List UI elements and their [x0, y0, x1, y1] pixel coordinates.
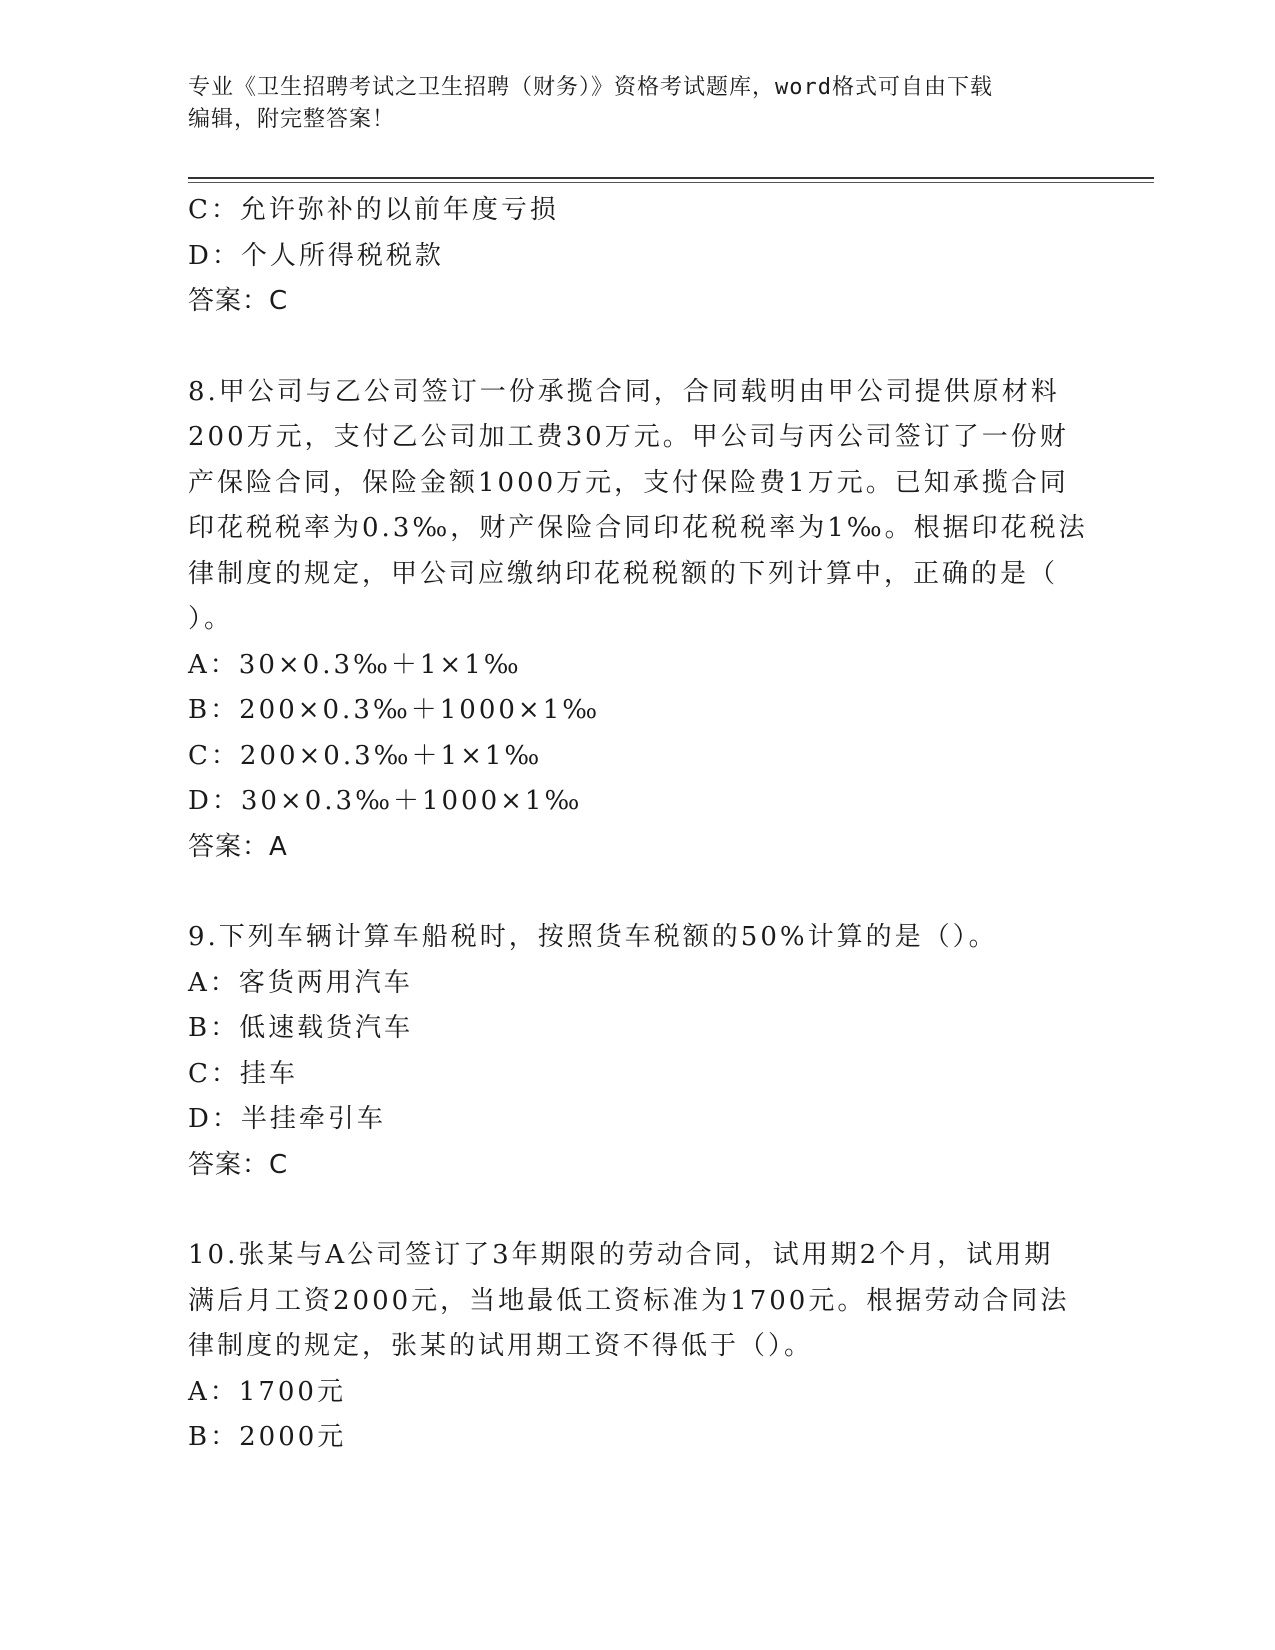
question-text-line: ）。: [188, 604, 234, 634]
header-rule-thin: [188, 182, 1154, 183]
question-text-line: 200万元，支付乙公司加工费30万元。甲公司与丙公司签订了一份财: [188, 422, 1069, 452]
question-text-line: 8.甲公司与乙公司签订一份承揽合同，合同载明由甲公司提供原材料: [188, 376, 1060, 407]
answer: 答案：A: [188, 831, 288, 862]
document-header: [188, 72, 1088, 136]
question-8: [188, 370, 1088, 871]
option-c: C：允许弥补的以前年度亏损: [188, 195, 559, 225]
question-text-line: 10.张某与A公司签订了3年期限的劳动合同，试用期2个月，试用期: [188, 1240, 1054, 1270]
question-text-line: 印花税税率为0.3‰，财产保险合同印花税税率为1‰。根据印花税法: [188, 513, 1088, 543]
question-text-line: 律制度的规定，甲公司应缴纳印花税税额的下列计算中，正确的是（: [188, 558, 1059, 589]
option-d: D：半挂牵引车: [188, 1104, 386, 1134]
question-9: [188, 915, 1088, 1188]
option-c: C：200×0.3‰＋1×1‰: [188, 740, 543, 771]
option-a: A：1700元: [188, 1376, 346, 1407]
option-d: D：个人所得税税款: [188, 240, 444, 271]
header-line-1: 专业《卫生招聘考试之卫生招聘（财务）》资格考试题库，word格式可自由下载: [188, 75, 993, 100]
question-text-line: 9.下列车辆计算车船税时，按照货车税额的50%计算的是（）。: [188, 922, 998, 952]
option-a: A：客货两用汽车: [188, 967, 413, 998]
spacer: [188, 1188, 1088, 1233]
answer: 答案：C: [188, 286, 289, 316]
question-list: [188, 188, 1088, 1461]
option-b: B：低速载货汽车: [188, 1013, 414, 1043]
answer: 答案：C: [188, 1149, 289, 1180]
question-prev: [188, 188, 1088, 325]
option-b: B：200×0.3‰＋1000×1‰: [188, 695, 601, 725]
question-10: [188, 1233, 1088, 1461]
option-a: A：30×0.3‰＋1×1‰: [188, 649, 522, 680]
question-text-line: 满后月工资2000元，当地最低工资标准为1700元。根据劳动合同法: [188, 1285, 1070, 1316]
question-text-line: 律制度的规定，张某的试用期工资不得低于（）。: [188, 1331, 814, 1361]
question-text-line: 产保险合同，保险金额1000万元，支付保险费1万元。已知承揽合同: [188, 467, 1069, 498]
spacer: [188, 325, 1088, 370]
header-line-2: 编辑，附完整答案！: [188, 107, 396, 132]
option-d: D：30×0.3‰＋1000×1‰: [188, 786, 583, 816]
option-c: C：挂车: [188, 1058, 298, 1089]
header-rule-thick: [188, 177, 1154, 179]
option-b: B：2000元: [188, 1422, 347, 1452]
spacer: [188, 870, 1088, 915]
